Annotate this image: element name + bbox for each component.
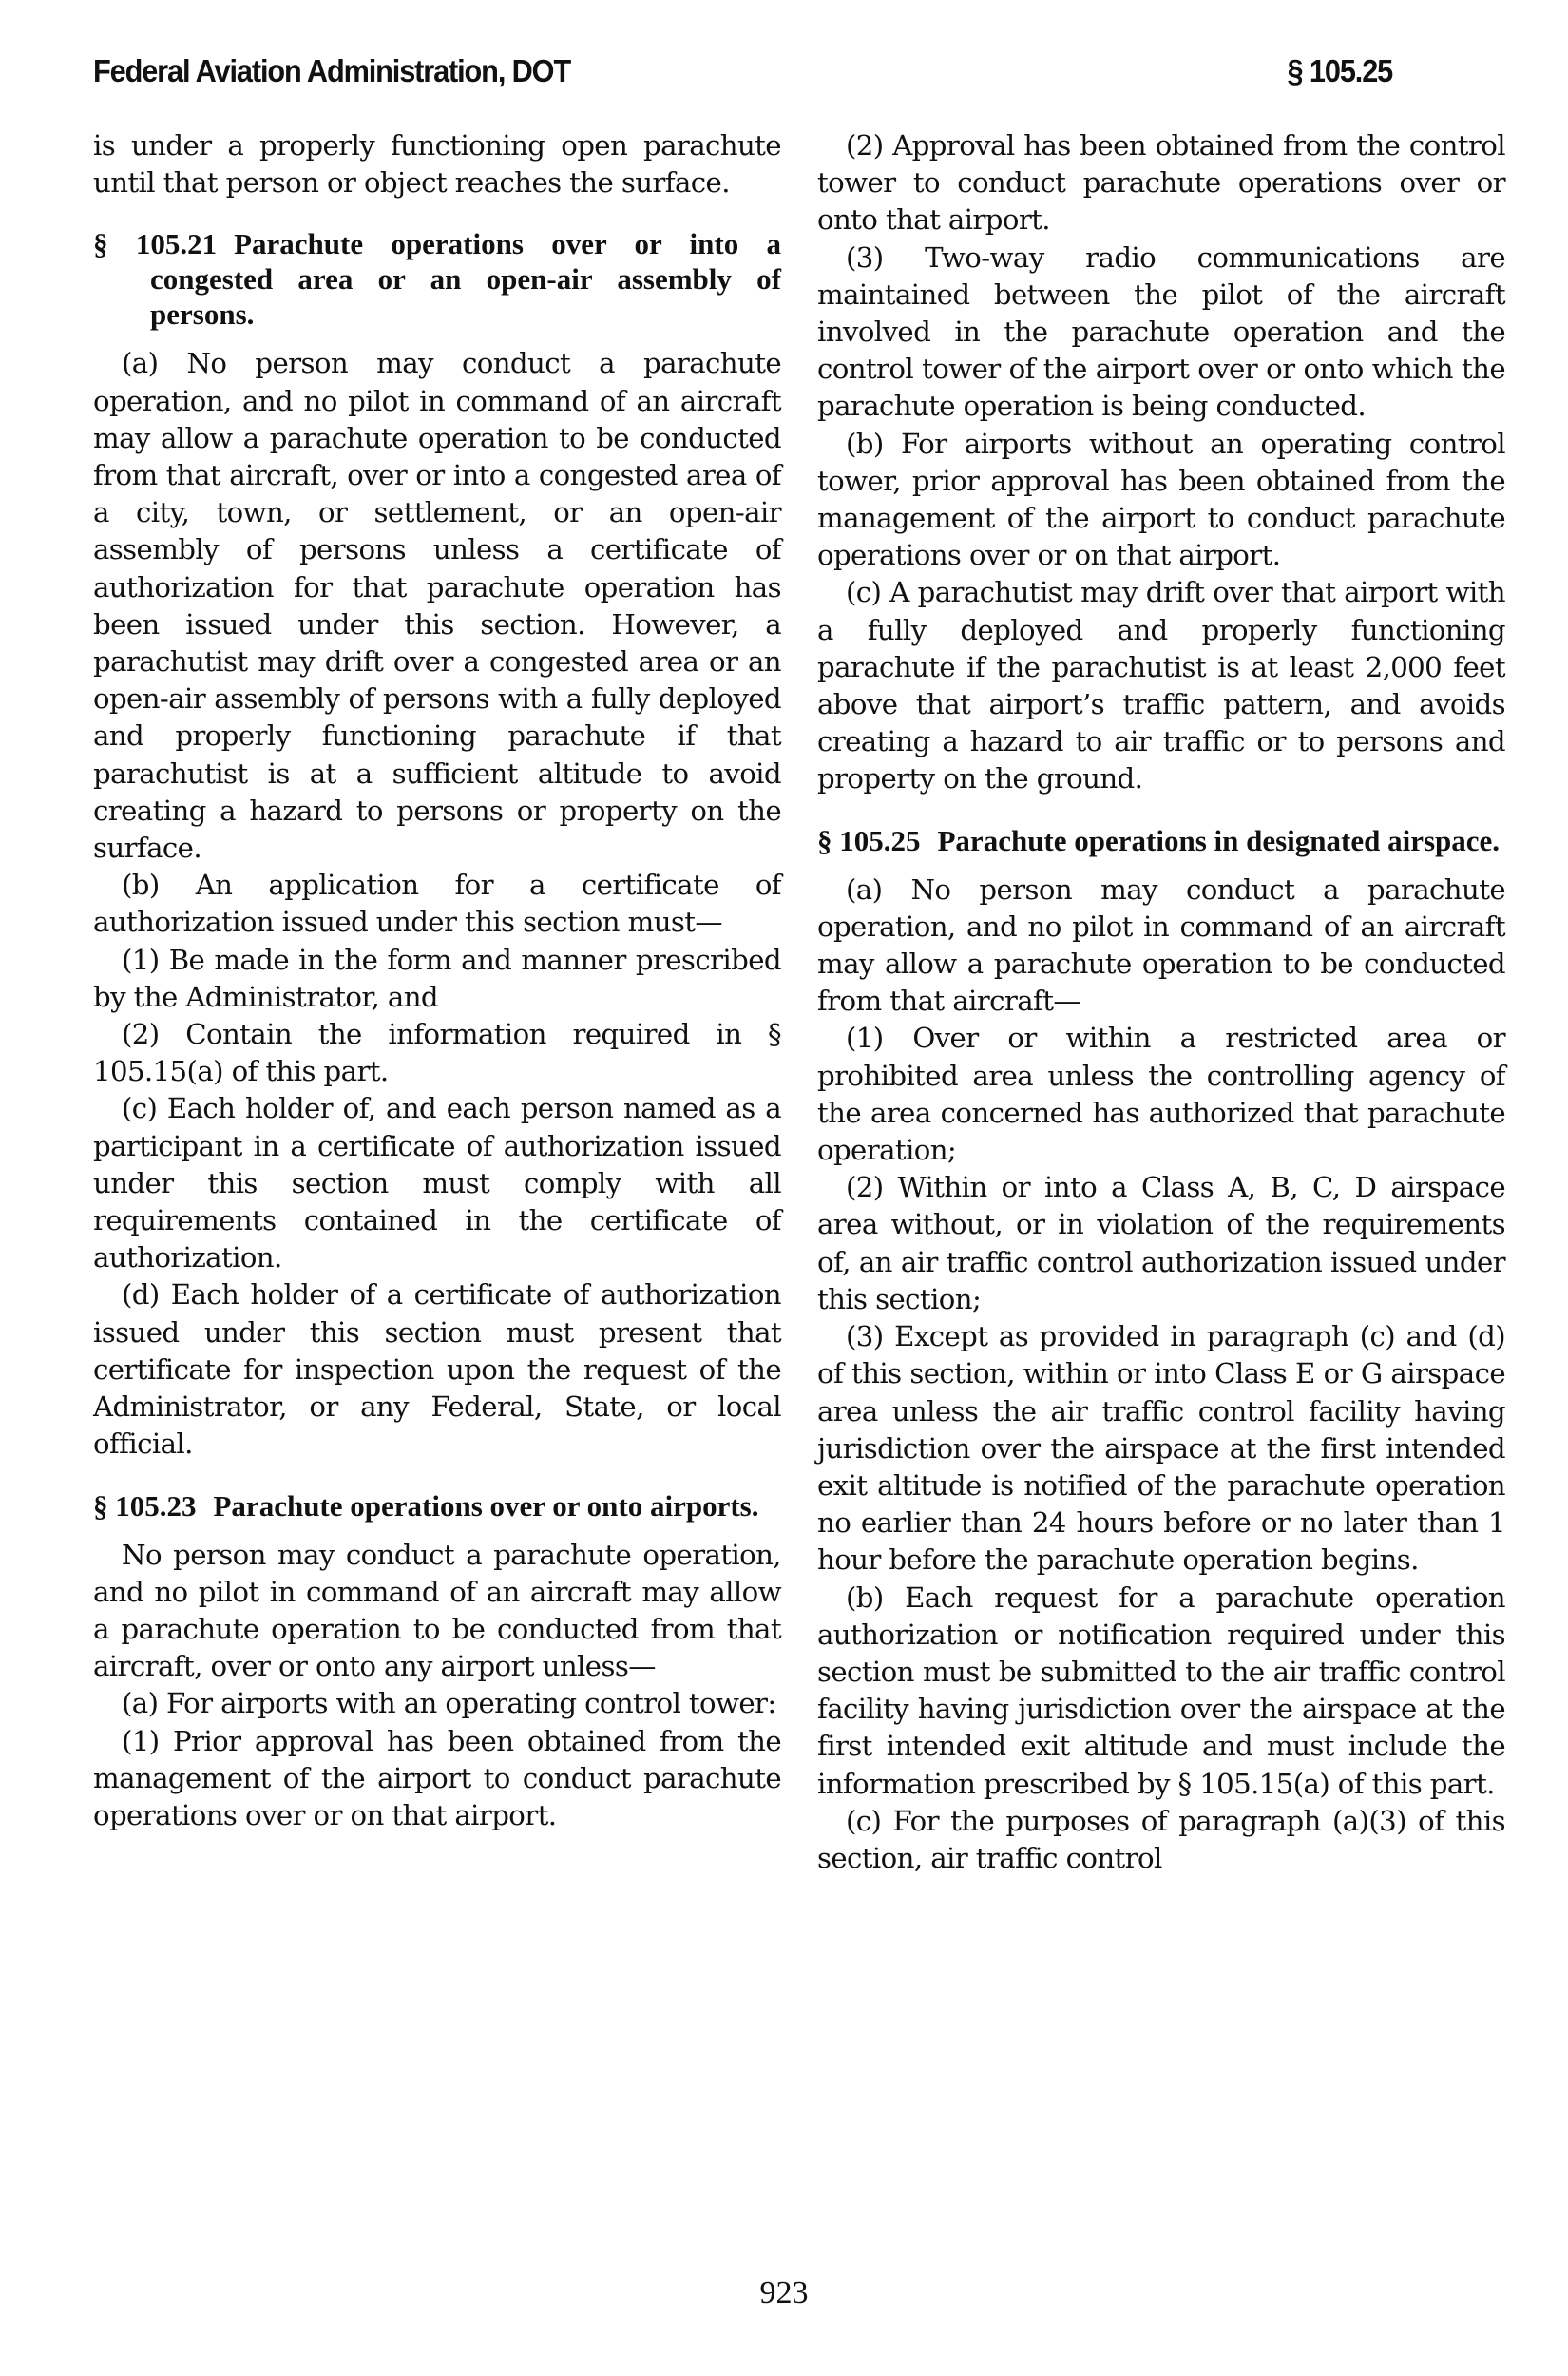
section-heading-105-25 bbox=[817, 823, 1505, 858]
paragraph-105-23-a: (a) For airports with an operating control tower: bbox=[122, 1687, 776, 1720]
paragraph-105-23-c: (c) A parachutist may drift over that airport with a fully deployed and properly functioning parachute if the parachutist is at least 2,000 feet above that airport’s traffic pattern, and avoids creating a hazard to air traffic or to persons and property on the ground. bbox=[817, 576, 1505, 795]
continued-paragraph: is under a properly functioning open parachute until that person or object reaches the surface. bbox=[93, 129, 781, 200]
header-section-ref: § 105.25 bbox=[1287, 53, 1393, 88]
paragraph-105-23-a2: (2) Approval has been obtained from the control tower to conduct parachute operations over or onto that airport. bbox=[817, 129, 1505, 237]
right-column bbox=[817, 127, 1505, 1877]
paragraph-105-21-b1: (1) Be made in the form and manner prescribed by the Administrator, and bbox=[93, 943, 781, 1013]
paragraph-105-21-b2: (2) Contain the information required in § 105.15(a) of this part. bbox=[93, 1018, 781, 1088]
section-title: Parachute operations over or onto airports. bbox=[213, 1488, 759, 1523]
section-heading-105-21 bbox=[93, 226, 781, 332]
section-number: § 105.23 bbox=[93, 1488, 197, 1523]
section-title: Parachute operations in designated airspace. bbox=[937, 823, 1501, 857]
paragraph-105-25-b: (b) Each request for a parachute operation authorization or notification required under this section must be submitted to the air traffic control facility having jurisdiction over the airspace at the first intended exit altitude and must include the information prescribed by § 105.15(a) of this part. bbox=[817, 1581, 1505, 1800]
paragraph-105-21-d: (d) Each holder of a certificate of authorization issued under this section must present that certificate for inspection upon the request of the Administrator, or any Federal, State, or local official. bbox=[93, 1278, 781, 1461]
section-heading-105-23 bbox=[93, 1488, 781, 1523]
paragraph-105-21-c: (c) Each holder of, and each person named as a participant in a certificate of authorization issued under this section must comply with all requirements contained in the certificate of authorization. bbox=[93, 1092, 781, 1274]
running-header bbox=[93, 53, 1392, 99]
paragraph-105-21-b: (b) An application for a certificate of authorization issued under this section must— bbox=[93, 869, 781, 939]
paragraph-105-25-c: (c) For the purposes of paragraph (a)(3) of this section, air traffic control bbox=[817, 1804, 1505, 1874]
paragraph-105-25-a2: (2) Within or into a Class A, B, C, D airspace area without, or in violation of the requirements of, an air traffic control authorization issued under this section; bbox=[817, 1171, 1505, 1315]
section-number: § 105.21 bbox=[93, 227, 218, 261]
section-number: § 105.25 bbox=[817, 823, 921, 857]
paragraph-105-23-a3: (3) Two-way radio communications are maintained between the pilot of the aircraft involved in the parachute operation and the control tower of the airport over or onto which the parachute operation is being conducted. bbox=[817, 240, 1505, 423]
paragraph-105-25-a1: (1) Over or within a restricted area or prohibited area unless the controlling agency of the area concerned has authorized that parachute operation; bbox=[817, 1022, 1505, 1167]
paragraph-105-25-a: (a) No person may conduct a parachute operation, and no pilot in command of an aircraft may allow a parachute operation to be conducted from that aircraft— bbox=[817, 872, 1505, 1018]
left-column bbox=[93, 127, 781, 1834]
paragraph-105-23-intro: No person may conduct a parachute operation, and no pilot in command of an aircraft may allow a parachute operation to be conducted from that aircraft, over or onto any airport unless— bbox=[93, 1538, 781, 1683]
section-title: Parachute operations over or into a congested area or an open-air assembly of persons. bbox=[150, 227, 782, 332]
paragraph-105-21-a: (a) No person may conduct a parachute operation, and no pilot in command of an aircraft may allow a parachute operation to be conducted from that aircraft, over or into a congested area of a city, town, or settlement, or an open-air assembly of persons unless a certificate of authorization for that parachute operation has been issued under this section. However, a parachutist may drift over a congested area or an open-air assembly of persons with a fully deployed and properly functioning parachute if that parachutist is at a sufficient altitude to avoid creating a hazard to persons or property on the surface. bbox=[93, 347, 781, 865]
paragraph-105-25-a3: (3) Except as provided in paragraph (c) and (d) of this section, within or into Class E or G airspace area unless the air traffic control facility having jurisdiction over the airspace at the first intended exit altitude is notified of the parachute operation no earlier than 24 hours before or no later than 1 hour before the parachute operation begins. bbox=[817, 1320, 1505, 1577]
header-agency: Federal Aviation Administration, DOT bbox=[93, 53, 571, 88]
paragraph-105-23-a1: (1) Prior approval has been obtained from the management of the airport to conduct parachute operations over or on that airport. bbox=[93, 1724, 781, 1831]
page-number: 923 bbox=[759, 2275, 809, 2310]
paragraph-105-23-b: (b) For airports without an operating control tower, prior approval has been obtained from the management of the airport to conduct parachute operations over or on that airport. bbox=[817, 427, 1505, 572]
